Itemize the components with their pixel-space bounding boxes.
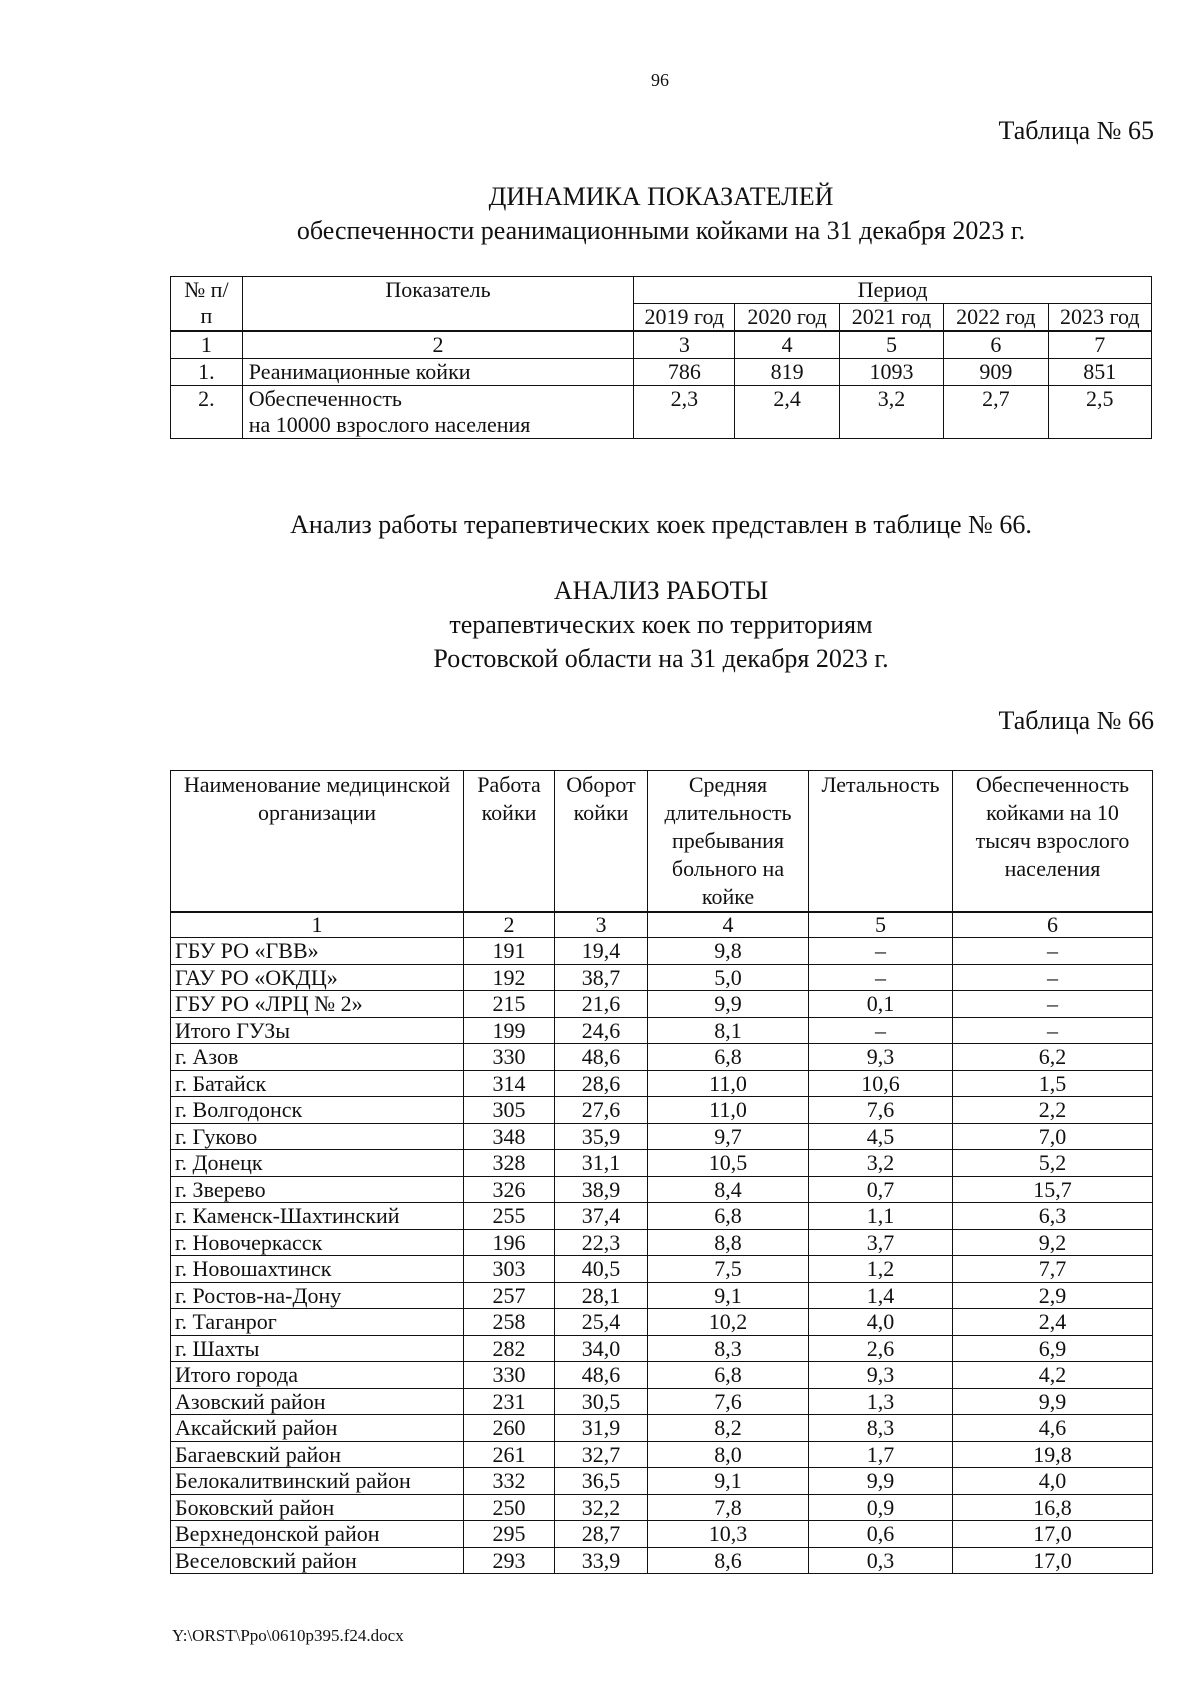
table-65-subtitle: обеспеченности реанимационными койками на 31 декабря 2023 г. bbox=[296, 216, 1026, 245]
bed-turnover-cell: 30,5 bbox=[555, 1388, 648, 1415]
lethality-cell: 0,1 bbox=[809, 991, 953, 1018]
table-row bbox=[171, 1229, 1153, 1256]
bed-turnover-cell: 22,3 bbox=[555, 1229, 648, 1256]
lethality-cell: – bbox=[809, 964, 953, 991]
org-name-cell: Верхнедонской район bbox=[171, 1521, 464, 1548]
bed-turnover-cell: 31,9 bbox=[555, 1415, 648, 1442]
org-name-cell: г. Батайск bbox=[171, 1070, 464, 1097]
provision-cell: 9,9 bbox=[953, 1388, 1153, 1415]
avg-stay-cell: 8,2 bbox=[648, 1415, 809, 1442]
org-name-cell: Итого ГУЗы bbox=[171, 1017, 464, 1044]
bed-turnover-cell: 34,0 bbox=[555, 1335, 648, 1362]
provision-cell: 6,9 bbox=[953, 1335, 1153, 1362]
row-value: 2,3 bbox=[634, 386, 735, 439]
bed-work-cell: 332 bbox=[464, 1468, 555, 1495]
org-name-cell: г. Донецк bbox=[171, 1150, 464, 1177]
provision-cell: 17,0 bbox=[953, 1521, 1153, 1548]
table-row bbox=[171, 1309, 1153, 1336]
footer-file-path: Y:\ORST\Ppo\0610p395.f24.docx bbox=[172, 1626, 404, 1645]
org-name-cell: г. Азов bbox=[171, 1044, 464, 1071]
bed-work-cell: 330 bbox=[464, 1044, 555, 1071]
row-value: 786 bbox=[634, 359, 735, 386]
org-name-cell: г. Новошахтинск bbox=[171, 1256, 464, 1283]
lethality-cell: 1,3 bbox=[809, 1388, 953, 1415]
table-row bbox=[171, 1468, 1153, 1495]
provision-cell: 15,7 bbox=[953, 1176, 1153, 1203]
row-value: 2,7 bbox=[944, 386, 1048, 439]
avg-stay-cell: 6,8 bbox=[648, 1362, 809, 1389]
bed-work-cell: 258 bbox=[464, 1309, 555, 1336]
lethality-cell: 9,3 bbox=[809, 1044, 953, 1071]
row-value: 909 bbox=[944, 359, 1048, 386]
bed-work-cell: 303 bbox=[464, 1256, 555, 1283]
header-bed-turnover: Оборот койки bbox=[555, 771, 648, 913]
bed-work-cell: 348 bbox=[464, 1123, 555, 1150]
table-row bbox=[171, 1070, 1153, 1097]
bed-work-cell: 255 bbox=[464, 1203, 555, 1230]
org-name-cell: г. Зверево bbox=[171, 1176, 464, 1203]
provision-cell: 4,0 bbox=[953, 1468, 1153, 1495]
row-indicator bbox=[242, 386, 634, 439]
bed-work-cell: 257 bbox=[464, 1282, 555, 1309]
table-row bbox=[171, 964, 1153, 991]
provision-cell: – bbox=[953, 991, 1153, 1018]
bed-turnover-cell: 32,7 bbox=[555, 1441, 648, 1468]
table-row bbox=[171, 938, 1153, 965]
lethality-cell: 3,7 bbox=[809, 1229, 953, 1256]
avg-stay-cell: 7,8 bbox=[648, 1494, 809, 1521]
table-row bbox=[171, 991, 1153, 1018]
lethality-cell: – bbox=[809, 1017, 953, 1044]
header-year: 2021 год bbox=[839, 304, 943, 332]
bed-turnover-cell: 48,6 bbox=[555, 1362, 648, 1389]
avg-stay-cell: 9,8 bbox=[648, 938, 809, 965]
provision-cell: 7,0 bbox=[953, 1123, 1153, 1150]
lethality-cell: 0,7 bbox=[809, 1176, 953, 1203]
bed-work-cell: 196 bbox=[464, 1229, 555, 1256]
table-65-title: ДИНАМИКА ПОКАЗАТЕЛЕЙ bbox=[488, 182, 834, 211]
header-provision: Обеспеченность койками на 10 тысяч взрослого населения bbox=[953, 771, 1153, 913]
org-name-cell: Итого города bbox=[171, 1362, 464, 1389]
lethality-cell: 2,6 bbox=[809, 1335, 953, 1362]
table-row bbox=[171, 1388, 1153, 1415]
org-name-cell: г. Гуково bbox=[171, 1123, 464, 1150]
provision-cell: 17,0 bbox=[953, 1547, 1153, 1574]
org-name-cell: Белокалитвинский район bbox=[171, 1468, 464, 1495]
bed-turnover-cell: 28,6 bbox=[555, 1070, 648, 1097]
provision-cell: 2,2 bbox=[953, 1097, 1153, 1124]
avg-stay-cell: 10,5 bbox=[648, 1150, 809, 1177]
header-num: № п/п bbox=[171, 277, 243, 332]
avg-stay-cell: 10,2 bbox=[648, 1309, 809, 1336]
table-row bbox=[171, 359, 1152, 386]
header-org-name: Наименование медицинской организации bbox=[171, 771, 464, 913]
bed-turnover-cell: 40,5 bbox=[555, 1256, 648, 1283]
bed-turnover-cell: 31,1 bbox=[555, 1150, 648, 1177]
lethality-cell: 10,6 bbox=[809, 1070, 953, 1097]
header-indicator: Показатель bbox=[242, 277, 634, 332]
bed-turnover-cell: 36,5 bbox=[555, 1468, 648, 1495]
avg-stay-cell: 8,1 bbox=[648, 1017, 809, 1044]
header-bed-work: Работа койки bbox=[464, 771, 555, 913]
lethality-cell: 4,5 bbox=[809, 1123, 953, 1150]
org-name-cell: Аксайский район bbox=[171, 1415, 464, 1442]
header-avg-stay: Средняя длительность пребывания больного на койке bbox=[648, 771, 809, 913]
column-number: 1 bbox=[171, 331, 243, 359]
table-65-caption: Таблица № 65 bbox=[998, 116, 1154, 145]
avg-stay-cell: 7,6 bbox=[648, 1388, 809, 1415]
table-row bbox=[171, 1415, 1153, 1442]
provision-cell: 16,8 bbox=[953, 1494, 1153, 1521]
table-66-title: АНАЛИЗ РАБОТЫ bbox=[553, 576, 769, 605]
avg-stay-cell: 8,3 bbox=[648, 1335, 809, 1362]
table-row bbox=[171, 1203, 1153, 1230]
bed-turnover-cell: 37,4 bbox=[555, 1203, 648, 1230]
bed-work-cell: 192 bbox=[464, 964, 555, 991]
provision-cell: 6,3 bbox=[953, 1203, 1153, 1230]
column-number: 3 bbox=[634, 331, 735, 359]
bed-work-cell: 295 bbox=[464, 1521, 555, 1548]
org-name-cell: ГБУ РО «ГВВ» bbox=[171, 938, 464, 965]
provision-cell: 7,7 bbox=[953, 1256, 1153, 1283]
column-number: 6 bbox=[944, 331, 1048, 359]
table-66-heading bbox=[168, 574, 1154, 676]
row-value: 2,5 bbox=[1048, 386, 1151, 439]
bed-turnover-cell: 21,6 bbox=[555, 991, 648, 1018]
avg-stay-cell: 9,7 bbox=[648, 1123, 809, 1150]
bed-turnover-cell: 27,6 bbox=[555, 1097, 648, 1124]
table-row bbox=[171, 1521, 1153, 1548]
org-name-cell: г. Каменск-Шахтинский bbox=[171, 1203, 464, 1230]
table-row bbox=[171, 1256, 1153, 1283]
page-number: 96 bbox=[651, 70, 669, 90]
column-number: 2 bbox=[242, 331, 634, 359]
row-value: 819 bbox=[735, 359, 839, 386]
bed-work-cell: 328 bbox=[464, 1150, 555, 1177]
bed-work-cell: 250 bbox=[464, 1494, 555, 1521]
avg-stay-cell: 7,5 bbox=[648, 1256, 809, 1283]
column-number: 7 bbox=[1048, 331, 1151, 359]
lethality-cell: 4,0 bbox=[809, 1309, 953, 1336]
org-name-cell: Азовский район bbox=[171, 1388, 464, 1415]
row-indicator-line2: на 10000 взрослого населения bbox=[248, 412, 531, 437]
bed-turnover-cell: 38,9 bbox=[555, 1176, 648, 1203]
table-row bbox=[171, 1150, 1153, 1177]
avg-stay-cell: 9,9 bbox=[648, 991, 809, 1018]
avg-stay-cell: 11,0 bbox=[648, 1097, 809, 1124]
provision-cell: 2,4 bbox=[953, 1309, 1153, 1336]
provision-cell: 6,2 bbox=[953, 1044, 1153, 1071]
table-65 bbox=[170, 276, 1152, 439]
org-name-cell: г. Новочеркасск bbox=[171, 1229, 464, 1256]
table-65-heading bbox=[168, 180, 1154, 248]
avg-stay-cell: 8,6 bbox=[648, 1547, 809, 1574]
provision-cell: – bbox=[953, 938, 1153, 965]
lethality-cell: 1,1 bbox=[809, 1203, 953, 1230]
table-row bbox=[171, 1362, 1153, 1389]
bed-work-cell: 199 bbox=[464, 1017, 555, 1044]
table-row bbox=[171, 1547, 1153, 1574]
header-year: 2019 год bbox=[634, 304, 735, 332]
lethality-cell: 1,2 bbox=[809, 1256, 953, 1283]
bed-work-cell: 261 bbox=[464, 1441, 555, 1468]
bed-work-cell: 330 bbox=[464, 1362, 555, 1389]
table-row bbox=[171, 1123, 1153, 1150]
provision-cell: 5,2 bbox=[953, 1150, 1153, 1177]
bed-turnover-cell: 38,7 bbox=[555, 964, 648, 991]
table-66-subtitle-line1: терапевтических коек по территориям bbox=[449, 610, 873, 639]
provision-cell: 19,8 bbox=[953, 1441, 1153, 1468]
bed-work-cell: 260 bbox=[464, 1415, 555, 1442]
header-year: 2023 год bbox=[1048, 304, 1151, 332]
row-indicator-line1: Обеспеченность bbox=[248, 386, 402, 411]
row-value: 3,2 bbox=[839, 386, 943, 439]
row-value: 1093 bbox=[839, 359, 943, 386]
bed-work-cell: 191 bbox=[464, 938, 555, 965]
table-row bbox=[171, 1441, 1153, 1468]
lethality-cell: 0,3 bbox=[809, 1547, 953, 1574]
org-name-cell: г. Ростов-на-Дону bbox=[171, 1282, 464, 1309]
avg-stay-cell: 10,3 bbox=[648, 1521, 809, 1548]
lethality-cell: 7,6 bbox=[809, 1097, 953, 1124]
bed-turnover-cell: 33,9 bbox=[555, 1547, 648, 1574]
org-name-cell: ГБУ РО «ЛРЦ № 2» bbox=[171, 991, 464, 1018]
header-year: 2020 год bbox=[735, 304, 839, 332]
bed-turnover-cell: 48,6 bbox=[555, 1044, 648, 1071]
header-period: Период bbox=[634, 277, 1152, 304]
bed-work-cell: 314 bbox=[464, 1070, 555, 1097]
bed-turnover-cell: 19,4 bbox=[555, 938, 648, 965]
lethality-cell: 8,3 bbox=[809, 1415, 953, 1442]
provision-cell: – bbox=[953, 964, 1153, 991]
column-number: 4 bbox=[735, 331, 839, 359]
column-number: 3 bbox=[555, 912, 648, 938]
provision-cell: – bbox=[953, 1017, 1153, 1044]
provision-cell: 4,6 bbox=[953, 1415, 1153, 1442]
avg-stay-cell: 8,8 bbox=[648, 1229, 809, 1256]
bed-work-cell: 231 bbox=[464, 1388, 555, 1415]
table-66-caption: Таблица № 66 bbox=[998, 706, 1154, 735]
row-value: 851 bbox=[1048, 359, 1151, 386]
row-value: 2,4 bbox=[735, 386, 839, 439]
table-66 bbox=[170, 770, 1153, 1574]
table-row bbox=[171, 1097, 1153, 1124]
table-row bbox=[171, 1176, 1153, 1203]
avg-stay-cell: 6,8 bbox=[648, 1044, 809, 1071]
avg-stay-cell: 9,1 bbox=[648, 1282, 809, 1309]
org-name-cell: ГАУ РО «ОКДЦ» bbox=[171, 964, 464, 991]
org-name-cell: Веселовский район bbox=[171, 1547, 464, 1574]
table-row bbox=[171, 1494, 1153, 1521]
avg-stay-cell: 8,4 bbox=[648, 1176, 809, 1203]
column-number: 5 bbox=[809, 912, 953, 938]
org-name-cell: г. Волгодонск bbox=[171, 1097, 464, 1124]
header-lethality: Летальность bbox=[809, 771, 953, 913]
analysis-note: Анализ работы терапевтических коек представлен в таблице № 66. bbox=[290, 510, 1032, 539]
table-row bbox=[171, 1335, 1153, 1362]
row-num: 1. bbox=[171, 359, 243, 386]
table-66-subtitle-line2: Ростовской области на 31 декабря 2023 г. bbox=[433, 644, 889, 673]
column-number: 4 bbox=[648, 912, 809, 938]
lethality-cell: 3,2 bbox=[809, 1150, 953, 1177]
table-row bbox=[171, 386, 1152, 439]
row-indicator: Реанимационные койки bbox=[242, 359, 634, 386]
table-row bbox=[171, 1282, 1153, 1309]
bed-work-cell: 293 bbox=[464, 1547, 555, 1574]
lethality-cell: 9,3 bbox=[809, 1362, 953, 1389]
provision-cell: 1,5 bbox=[953, 1070, 1153, 1097]
header-year: 2022 год bbox=[944, 304, 1048, 332]
lethality-cell: 9,9 bbox=[809, 1468, 953, 1495]
bed-turnover-cell: 32,2 bbox=[555, 1494, 648, 1521]
lethality-cell: 1,4 bbox=[809, 1282, 953, 1309]
provision-cell: 9,2 bbox=[953, 1229, 1153, 1256]
column-number: 2 bbox=[464, 912, 555, 938]
lethality-cell: 0,9 bbox=[809, 1494, 953, 1521]
org-name-cell: г. Таганрог bbox=[171, 1309, 464, 1336]
provision-cell: 4,2 bbox=[953, 1362, 1153, 1389]
avg-stay-cell: 6,8 bbox=[648, 1203, 809, 1230]
row-num: 2. bbox=[171, 386, 243, 439]
lethality-cell: 1,7 bbox=[809, 1441, 953, 1468]
org-name-cell: Багаевский район bbox=[171, 1441, 464, 1468]
bed-work-cell: 326 bbox=[464, 1176, 555, 1203]
lethality-cell: 0,6 bbox=[809, 1521, 953, 1548]
bed-work-cell: 305 bbox=[464, 1097, 555, 1124]
bed-turnover-cell: 28,1 bbox=[555, 1282, 648, 1309]
lethality-cell: – bbox=[809, 938, 953, 965]
avg-stay-cell: 9,1 bbox=[648, 1468, 809, 1495]
column-number: 1 bbox=[171, 912, 464, 938]
bed-turnover-cell: 24,6 bbox=[555, 1017, 648, 1044]
org-name-cell: Боковский район bbox=[171, 1494, 464, 1521]
bed-turnover-cell: 25,4 bbox=[555, 1309, 648, 1336]
bed-work-cell: 215 bbox=[464, 991, 555, 1018]
bed-work-cell: 282 bbox=[464, 1335, 555, 1362]
column-number: 5 bbox=[839, 331, 943, 359]
avg-stay-cell: 5,0 bbox=[648, 964, 809, 991]
avg-stay-cell: 8,0 bbox=[648, 1441, 809, 1468]
bed-turnover-cell: 28,7 bbox=[555, 1521, 648, 1548]
table-row bbox=[171, 1017, 1153, 1044]
org-name-cell: г. Шахты bbox=[171, 1335, 464, 1362]
provision-cell: 2,9 bbox=[953, 1282, 1153, 1309]
column-number: 6 bbox=[953, 912, 1153, 938]
table-row bbox=[171, 1044, 1153, 1071]
avg-stay-cell: 11,0 bbox=[648, 1070, 809, 1097]
bed-turnover-cell: 35,9 bbox=[555, 1123, 648, 1150]
